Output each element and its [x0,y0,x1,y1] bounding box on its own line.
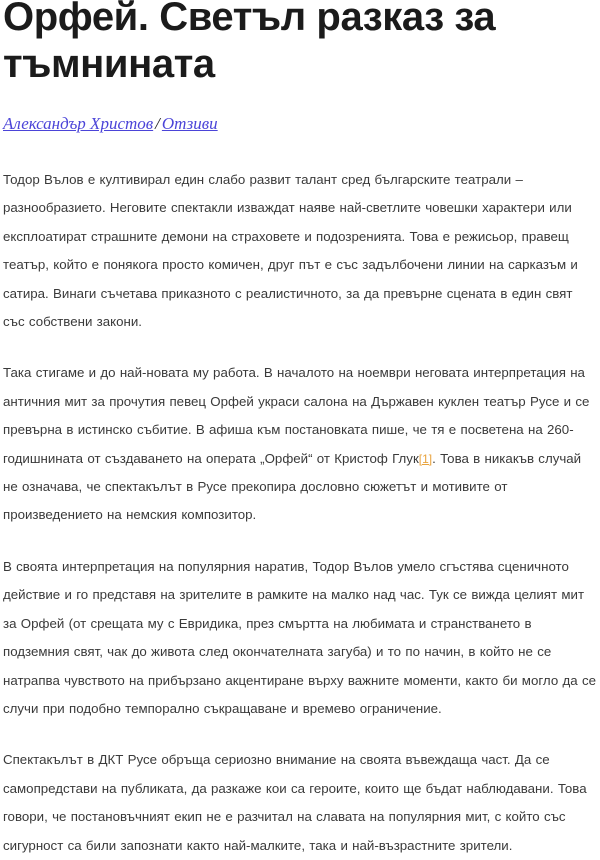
byline-separator: / [155,114,160,133]
paragraph-2-text-before-footnote: Така стигаме и до най-новата му работа. В началото на ноември неговата интерпретация на античния мит за прочутия певец Орфей украси салона на Държавен куклен театър Русе и се превърна в истинско събитие. В афиша към постановката пише, че тя е посветена на 260-годишнината от създаването на операта „Орфей“ от Кристоф Глук [3,365,590,466]
page-title: Орфей. Светъл разказ за тъмнината [3,0,496,86]
byline [3,114,596,134]
paragraph-1: Тодор Вълов е култивирал един слабо развит талант сред българските театрали – разнообразието. Неговите спектакли изваждат наяве най-светлите човешки характери или експлоатират страшните демони на страховете и подозренията. Това е режисьор, правещ театър, който е понякога просто комичен, друг път е със задълбочени линии на сарказъм и сатира. Винаги съчетава приказното с реалистичното, за да превърне сцената в един свят със собствени закони. [3,172,578,330]
paragraph-4: Спектакълът в ДКТ Русе обръща сериозно внимание на своята въвеждаща част. Да се самопредстави на публиката, да разкаже кои са героите, които ще бъдат наблюдавани. Това говори, че постановъчният екип не е разчитал на славата на популярния мит, с който със сигурност са били запознати както най-малките, така и най-възрастните зрители. [3,752,587,853]
footnote-reference-link[interactable]: [1] [418,451,433,466]
paragraph-2 [3,359,596,529]
byline-category-link[interactable]: Отзиви [161,114,218,133]
paragraph-2-text-after-footnote: . Това в никакъв случай не означава, че спектакълът в Русе прекопира дословно сюжетът и мотивите от произведението на немския композитор. [3,450,582,523]
article-body [3,166,596,860]
paragraph-3: В своята интерпретация на популярния наратив, Тодор Вълов умело сгъстява сценичното действие и го представя на зрителите в рамките на малко над час. Тук се вижда целият мит за Орфей (от срещата му с Евридика, през смъртта на любимата и странстването в подземния свят, чак до живота след окончателната загуба) и то по начин, в който не се натрапва чувството на прибързано акцентиране върху важните моменти, както би могло да се случи при подобно темпорално съкращаване и времево ограничение. [3,558,596,716]
byline-author-link[interactable]: Александър Христов [3,114,154,133]
